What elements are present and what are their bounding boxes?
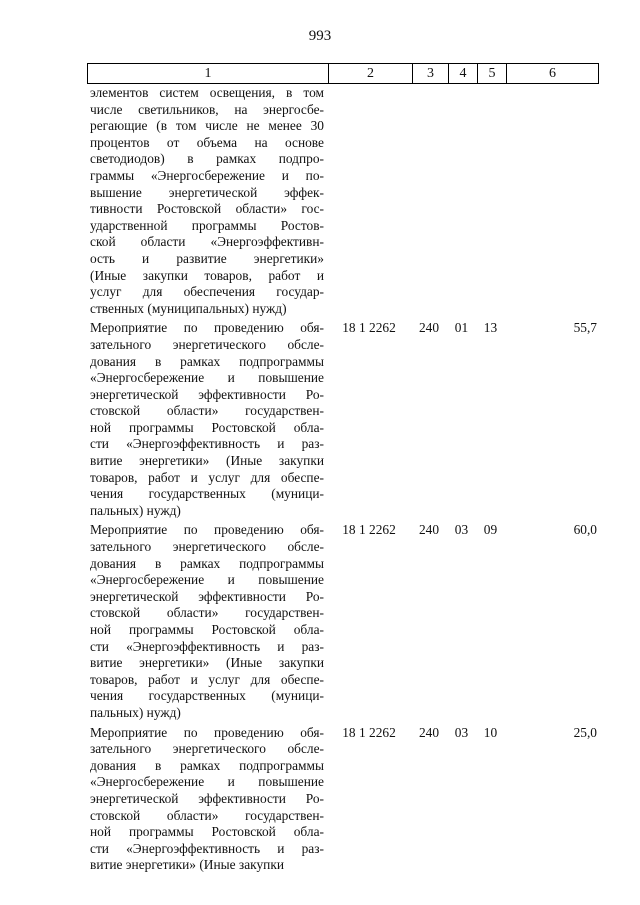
description-line: Мероприятие по проведению обя-: [90, 522, 324, 538]
description-line: ственных (муниципальных) нужд): [90, 300, 287, 316]
description-line: сти «Энергоэффективность и раз-: [90, 638, 324, 654]
description-line: ной программы Ростовской обла-: [90, 622, 324, 637]
row-description: [87, 522, 327, 721]
row-code: 18 1 2262: [342, 320, 396, 336]
description-line: ной программы Ростовской обла-: [90, 419, 324, 435]
description-line: чения государственных (муници-: [90, 688, 324, 704]
description-line: Мероприятие по проведению обя-: [90, 320, 324, 336]
description-line: элементов систем освещения, в том: [90, 85, 324, 100]
row-amount: 55,7: [573, 320, 597, 336]
row-subsection: 10: [483, 724, 498, 740]
description-line: товаров, работ и услуг для обеспе-: [90, 671, 324, 687]
header-col-3: 3: [412, 64, 448, 83]
row-subsection: 09: [483, 522, 498, 538]
description-line: дования в рамках подпрограммы: [90, 555, 324, 571]
row-description: [87, 320, 327, 519]
description-line: «Энергосбережение и повышение: [90, 572, 324, 588]
row-amount: 60,0: [573, 522, 597, 538]
row-amount: 25,0: [573, 724, 597, 740]
row-code: 18 1 2262: [342, 724, 396, 740]
table-header: [87, 63, 599, 84]
description-line: регающие (в том числе не менее 30: [90, 118, 324, 134]
description-line: светодиодов) в рамках подпро-: [90, 151, 324, 167]
row-code: [327, 85, 411, 317]
description-line: сти «Энергоэффективность и раз-: [90, 840, 324, 856]
description-line: ость и развитие энергетики»: [90, 250, 324, 266]
description-line: стовской области» государствен-: [90, 605, 324, 621]
description-line: стовской области» государствен-: [90, 403, 324, 419]
row-section: 03: [454, 522, 469, 538]
header-col-2: 2: [328, 64, 412, 83]
description-line: товаров, работ и услуг для обеспе-: [90, 469, 324, 485]
row-section: 01: [454, 320, 469, 336]
table-row: [87, 725, 599, 874]
row-subsection: 13: [483, 320, 498, 336]
row-subsection: [476, 85, 505, 317]
row-amount: [505, 85, 599, 317]
description-line: сти «Энергоэффективность и раз-: [90, 436, 324, 452]
description-line: витие энергетики» (Иные закупки: [90, 453, 324, 469]
description-line: чения государственных (муници-: [90, 486, 324, 502]
description-line: (Иные закупки товаров, работ и: [90, 267, 324, 283]
page-number: 993: [308, 28, 332, 44]
row-expense-type: 240: [418, 522, 440, 538]
description-line: дования в рамках подпрограммы: [90, 757, 324, 773]
table-body: [87, 85, 599, 874]
description-line: энергетической эффективности Ро-: [90, 790, 324, 806]
description-line: ной программы Ростовской обла-: [90, 824, 324, 840]
description-line: Мероприятие по проведению обя-: [90, 724, 324, 740]
description-line: стовской области» государствен-: [90, 807, 324, 823]
description-line: числе светильников, на энергосбе-: [90, 101, 324, 117]
description-line: пальных) нужд): [90, 704, 181, 720]
table-row: [87, 85, 599, 317]
description-line: вышение энергетической эффек-: [90, 184, 324, 200]
description-line: дования в рамках подпрограммы: [90, 353, 324, 369]
description-line: энергетической эффективности Ро-: [90, 386, 324, 402]
table-row: [87, 320, 599, 519]
description-line: ударственной программы Ростов-: [90, 217, 324, 233]
description-line: зательного энергетического обсле-: [90, 336, 324, 352]
description-line: витие энергетики» (Иные закупки: [90, 857, 285, 873]
description-line: услуг для обеспечения государ-: [90, 284, 324, 300]
row-expense-type: 240: [418, 724, 440, 740]
row-expense-type: [411, 85, 447, 317]
description-line: витие энергетики» (Иные закупки: [90, 655, 324, 671]
description-line: энергетической эффективности Ро-: [90, 588, 324, 604]
description-line: граммы «Энергосбережение и по-: [90, 167, 324, 183]
description-line: «Энергосбережение и повышение: [90, 774, 324, 790]
table-row: [87, 522, 599, 721]
description-line: пальных) нужд): [90, 502, 181, 518]
header-col-5: 5: [477, 64, 506, 83]
header-col-4: 4: [448, 64, 477, 83]
description-line: зательного энергетического обсле-: [90, 539, 324, 555]
row-expense-type: 240: [418, 320, 440, 336]
header-col-6: 6: [506, 64, 598, 83]
description-line: ской области «Энергоэффективн-: [90, 234, 324, 250]
header-col-1: 1: [204, 65, 212, 81]
description-line: процентов от объема на основе: [90, 134, 324, 150]
row-description: [87, 725, 327, 874]
row-code: 18 1 2262: [342, 522, 396, 538]
description-line: тивности Ростовской области» гос-: [90, 201, 324, 217]
description-line: «Энергосбережение и повышение: [90, 370, 324, 386]
description-line: зательного энергетического обсле-: [90, 741, 324, 757]
row-section: [447, 85, 476, 317]
row-section: 03: [454, 724, 469, 740]
row-description: [87, 85, 327, 317]
